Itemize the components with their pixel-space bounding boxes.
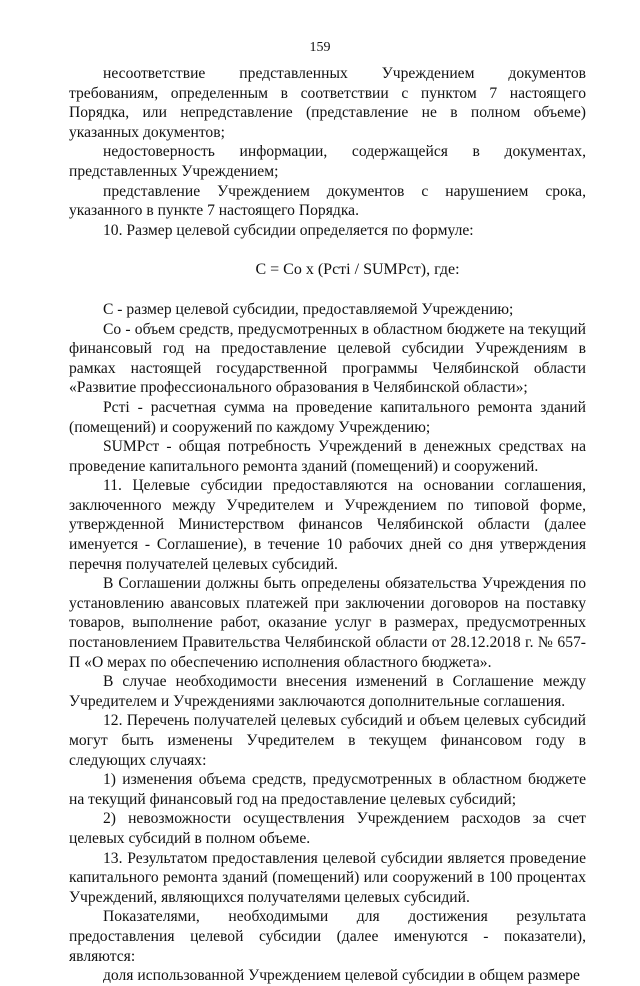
paragraph-item-12: 12. Перечень получателей целевых субсидий и объем целевых субсидий могут быть изменены Учредителем в текущем финансовом году в следующих случаях: bbox=[69, 712, 586, 769]
paragraph-item-13: 13. Результатом предоставления целевой субсидии является проведение капитального ремонта зданий (помещений) или сооружений в 100 процентах Учреждений, являющихся получателями целевых субсидий. bbox=[69, 849, 586, 906]
subsidy-formula: C = Co x (Pcтi / SUMPcт), где: bbox=[255, 261, 460, 279]
page-number: 159 bbox=[309, 40, 331, 55]
paragraph-mismatch: несоответствие представленных Учреждением документов требованиям, определенным в соответствии с пунктом 7 настоящего Порядка, или непредставление (представление не в полном объеме) указанных документов; bbox=[69, 65, 586, 141]
paragraph-indicator-share: доля использованной Учреждением целевой субсидии в общем размере bbox=[103, 967, 580, 985]
paragraph-case-2: 2) невозможности осуществления Учреждением расходов за счет целевых субсидий в полном объеме. bbox=[69, 810, 586, 847]
paragraph-def-co: Co - объем средств, предусмотренных в областном бюджете на текущий финансовый год на предоставление целевой субсидии Учреждениям в рамках настоящей государственной программы Челябинской области «Развитие профессионального образования в Челябинской области»; bbox=[69, 320, 586, 397]
paragraph-late-submission: представление Учреждением документов с нарушением срока, указанного в пункте 7 настоящего Порядка. bbox=[69, 182, 586, 220]
paragraph-indicators: Показателями, необходимыми для достижения результата предоставления целевой субсидии (далее именуются - показатели), являются: bbox=[69, 908, 586, 965]
document-body bbox=[69, 64, 586, 986]
paragraph-agreement-obligations: В Соглашении должны быть определены обязательства Учреждения по установлению авансовых платежей при заключении договоров на поставку товаров, выполнение работ, оказание услуг в размерах, предусмотренных постановлением Правительства Челябинской области от 28.12.2018 г. № 657-П «О мерах по обеспечению исполнения областного бюджета». bbox=[69, 575, 586, 671]
paragraph-unreliability: недостоверность информации, содержащейся в документах, представленных Учреждением; bbox=[69, 143, 586, 180]
paragraph-case-1: 1) изменения объема средств, предусмотренных в областном бюджете на текущий финансовый год на предоставление целевых субсидий; bbox=[69, 771, 586, 808]
paragraph-agreement-changes: В случае необходимости внесения изменений в Соглашение между Учредителем и Учреждениями заключаются дополнительные соглашения. bbox=[69, 673, 586, 710]
paragraph-def-c: C - размер целевой субсидии, предоставляемой Учреждению; bbox=[103, 300, 514, 318]
paragraph-def-pcti: Pстi - расчетная сумма на проведение капитального ремонта зданий (помещений) и сооружений по каждому Учреждению; bbox=[69, 398, 586, 436]
paragraph-item-11: 11. Целевые субсидии предоставляются на основании соглашения, заключенного между Учредителем и Учреждением по типовой форме, утвержденной Министерством финансов Челябинской области (далее именуется - Соглашение), в течение 10 рабочих дней со дня утверждения перечня получателей целевых субсидий. bbox=[69, 477, 586, 573]
paragraph-item-10: 10. Размер целевой субсидии определяется по формуле: bbox=[103, 221, 474, 239]
paragraph-def-sumpct: SUMPст - общая потребность Учреждений в денежных средствах на проведение капитального ремонта зданий (помещений) и сооружений. bbox=[69, 438, 586, 475]
